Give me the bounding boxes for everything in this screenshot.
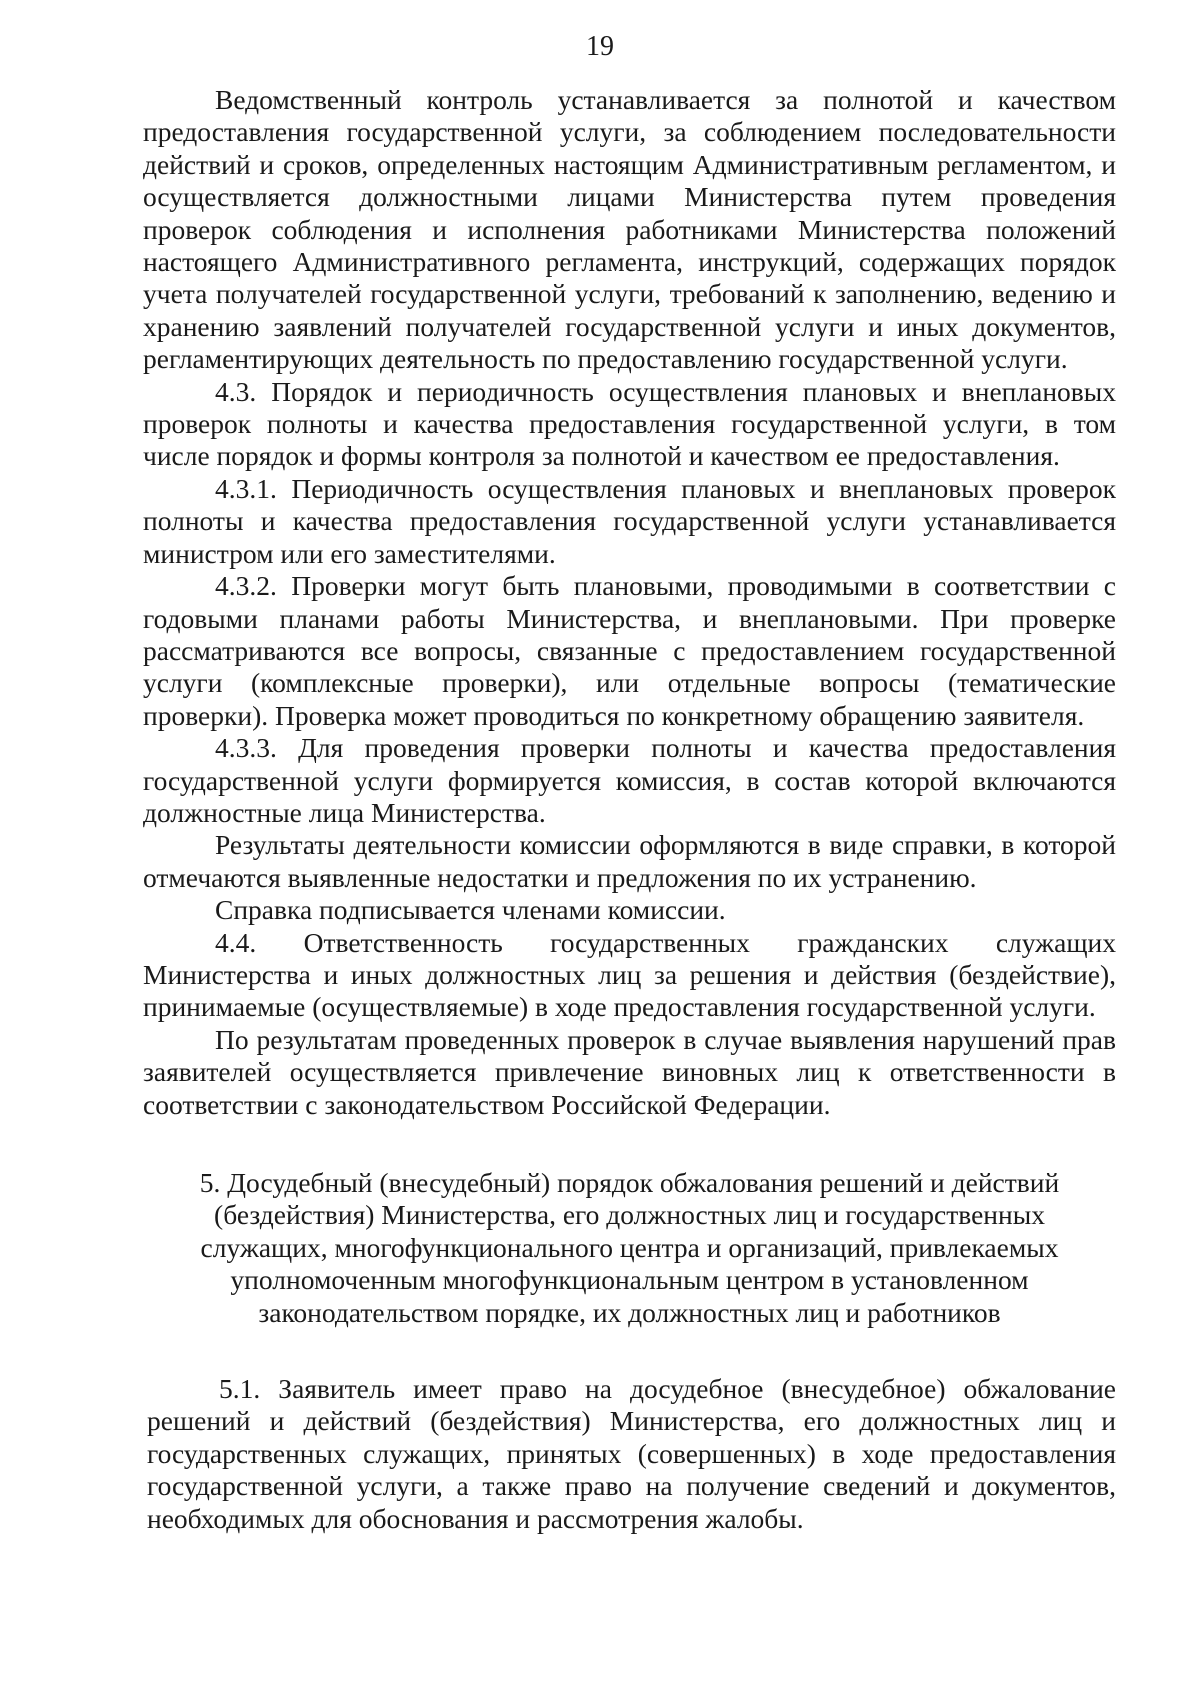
paragraph-report-signed: Справка подписывается членами комиссии. (215, 894, 726, 926)
paragraph-4-3-3: 4.3.3. Для проведения проверки полноты и качества предоставления государственной услуги формируется комиссия, в состав которой включаются должностные лица Министерства. (143, 732, 1116, 828)
paragraph-4-3-2: 4.3.2. Проверки могут быть плановыми, проводимыми в соответствии с годовыми планами работы Министерства, и внеплановыми. При проверке рассматриваются все вопросы, связанные с предоставлением государственной услуги (комплексные проверки), или отдельные вопросы (тематические проверки). Проверка может проводиться по конкретному обращению заявителя. (143, 570, 1116, 731)
page-number: 19 (586, 31, 614, 62)
section-heading-line: (бездействия) Министерства, его должностных лиц и государственных (214, 1199, 1045, 1231)
paragraph-4-3-1: 4.3.1. Периодичность осуществления плановых и внеплановых проверок полноты и качества предоставления государственной услуги устанавливается министром или его заместителями. (143, 472, 1116, 569)
paragraph-4-4: 4.4. Ответственность государственных гражданских служащих Министерства и иных должностных лиц за решения и действия (бездействие), принимаемые (осуществляемые) в ходе предоставления государственной услуги. (143, 926, 1116, 1023)
paragraph-inspection-results: По результатам проведенных проверок в случае выявления нарушений прав заявителей осуществляется привлечение виновных лиц к ответственности в соответствии с законодательством Российской Федерации. (143, 1023, 1116, 1120)
section-heading-line: уполномоченным многофункциональным центром в установленном (230, 1264, 1029, 1296)
section-heading-line: 5. Досудебный (внесудебный) порядок обжалования решений и действий (199, 1167, 1060, 1198)
paragraph-4-3: 4.3. Порядок и периодичность осуществления плановых и внеплановых проверок полноты и качества предоставления государственной услуги, в том числе порядок и формы контроля за полнотой и качеством ее предоставления. (143, 375, 1116, 472)
paragraph-5-1: 5.1. Заявитель имеет право на досудебное (внесудебное) обжалование решений и действий (бездействия) Министерства, его должностных лиц и государственных служащих, принятых (совершенных) в ходе предоставления государственной услуги, а также право на получение сведений и документов, необходимых для обоснования и рассмотрения жалобы. (147, 1373, 1116, 1534)
paragraph-commission-results: Результаты деятельности комиссии оформляются в виде справки, в которой отмечаются выявленные недостатки и предложения по их устранению. (143, 829, 1116, 893)
section-heading-line: служащих, многофункционального центра и организаций, привлекаемых (200, 1231, 1059, 1263)
paragraph-departmental-control: Ведомственный контроль устанавливается за полнотой и качеством предоставления государственной услуги, за соблюдением последовательности действий и сроков, определенных настоящим Административным регламентом, и осуществляется должностными лицами Министерства путем проведения проверок соблюдения и исполнения работниками Министерства положений настоящего Административного регламента, инструкций, содержащих порядок учета получателей государственной услуги, требований к заполнению, ведению и хранению заявлений получателей государственной услуги и иных документов, регламентирующих деятельность по предоставлению государственной услуги. (143, 84, 1116, 375)
section-5-heading (143, 1167, 1116, 1329)
section-heading-line: законодательством порядке, их должностных лиц и работников (258, 1296, 1001, 1328)
document-body (143, 84, 1116, 1535)
